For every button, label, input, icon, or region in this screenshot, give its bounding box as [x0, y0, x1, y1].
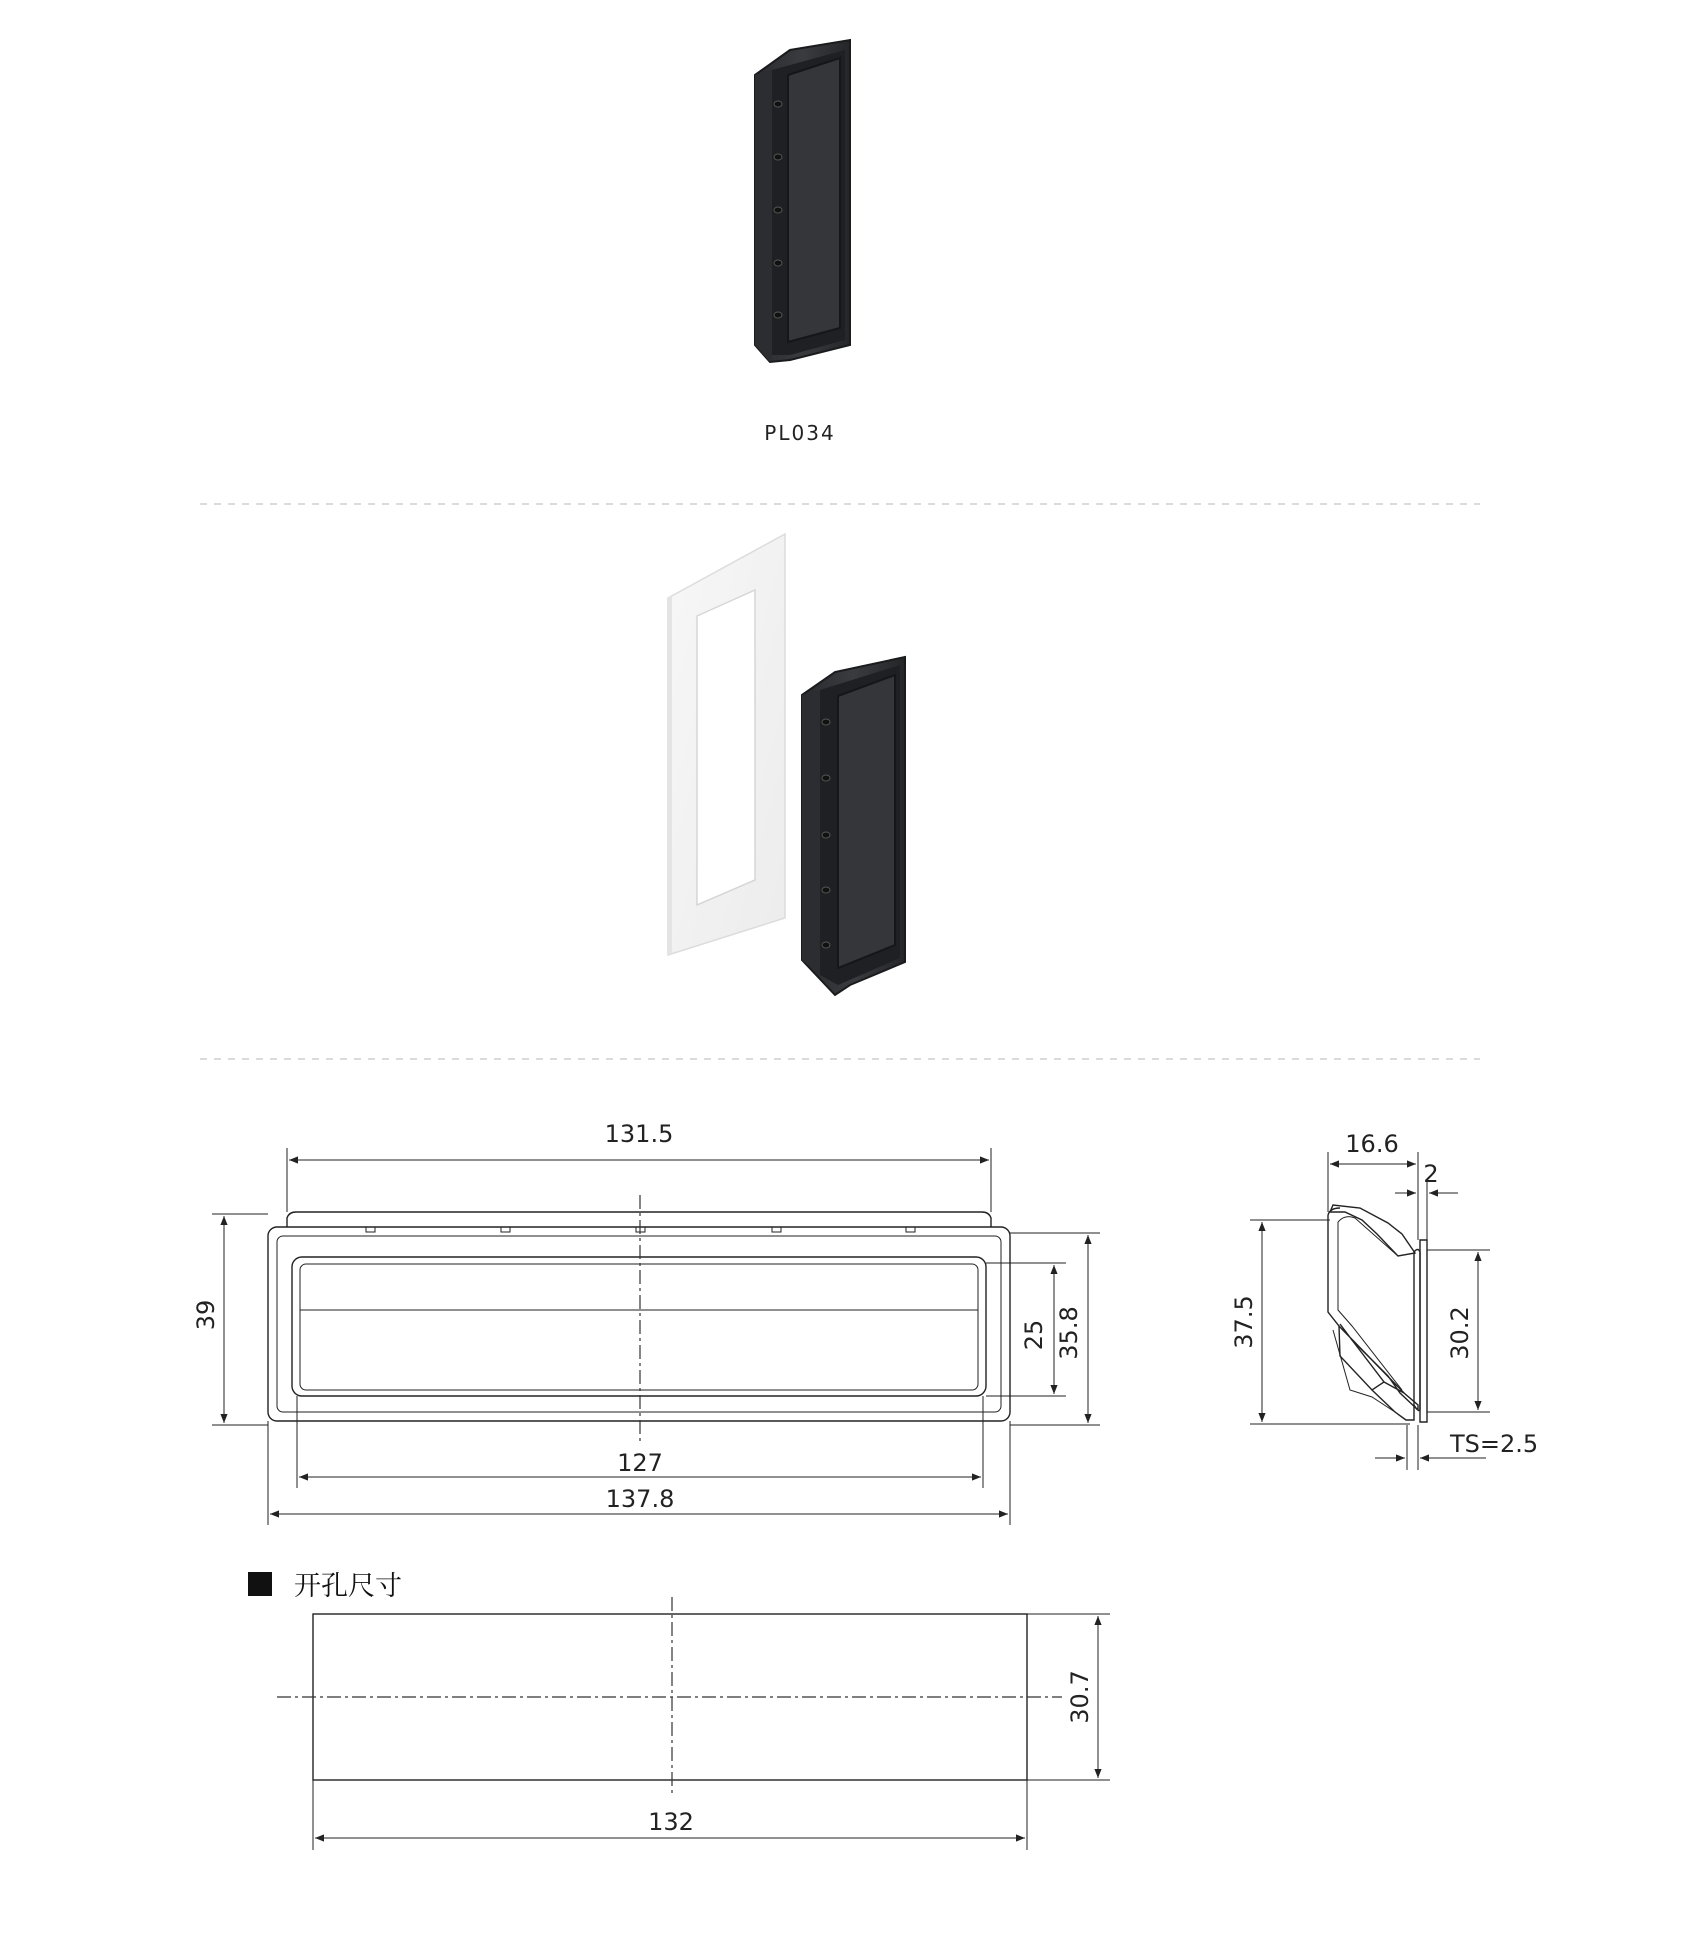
- dim-inner-width: [297, 1396, 983, 1488]
- svg-text:25: 25: [1020, 1319, 1048, 1351]
- svg-text:131.5: 131.5: [604, 1120, 674, 1148]
- dim-side-inner-height: [1427, 1250, 1490, 1412]
- product-render-panel-assembly: [668, 534, 785, 955]
- svg-text:16.6: 16.6: [1345, 1130, 1399, 1158]
- dim-cutout-width: [313, 1780, 1027, 1850]
- dim-front-height: [192, 1214, 268, 1425]
- svg-text:127: 127: [617, 1449, 663, 1477]
- cutout-title: 开孔尺寸: [294, 1571, 402, 1602]
- product-model-label: PL034: [764, 421, 836, 445]
- svg-text:39: 39: [192, 1299, 220, 1331]
- svg-text:37.5: 37.5: [1230, 1295, 1258, 1349]
- svg-text:30.7: 30.7: [1066, 1670, 1094, 1724]
- svg-text:30.2: 30.2: [1446, 1306, 1474, 1360]
- dim-side-depth: [1328, 1130, 1418, 1240]
- product-render-handle: [755, 40, 850, 362]
- svg-text:2: 2: [1423, 1160, 1439, 1188]
- dim-panel-thickness: [1375, 1425, 1538, 1470]
- front-view-drawing: [268, 1195, 1010, 1445]
- cutout-drawing: [277, 1597, 1062, 1795]
- dim-front-width-top: [287, 1120, 991, 1212]
- svg-text:35.8: 35.8: [1055, 1306, 1083, 1360]
- section-marker-icon: [248, 1572, 272, 1596]
- product-render-handle-assembly: [802, 657, 905, 995]
- side-view-drawing: [1328, 1205, 1427, 1422]
- dim-side-flange: [1395, 1160, 1458, 1240]
- dim-side-height: [1230, 1220, 1410, 1424]
- svg-text:132: 132: [648, 1808, 694, 1836]
- svg-text:137.8: 137.8: [605, 1485, 675, 1513]
- svg-text:TS=2.5: TS=2.5: [1450, 1430, 1539, 1458]
- dim-inner-height: [986, 1263, 1066, 1396]
